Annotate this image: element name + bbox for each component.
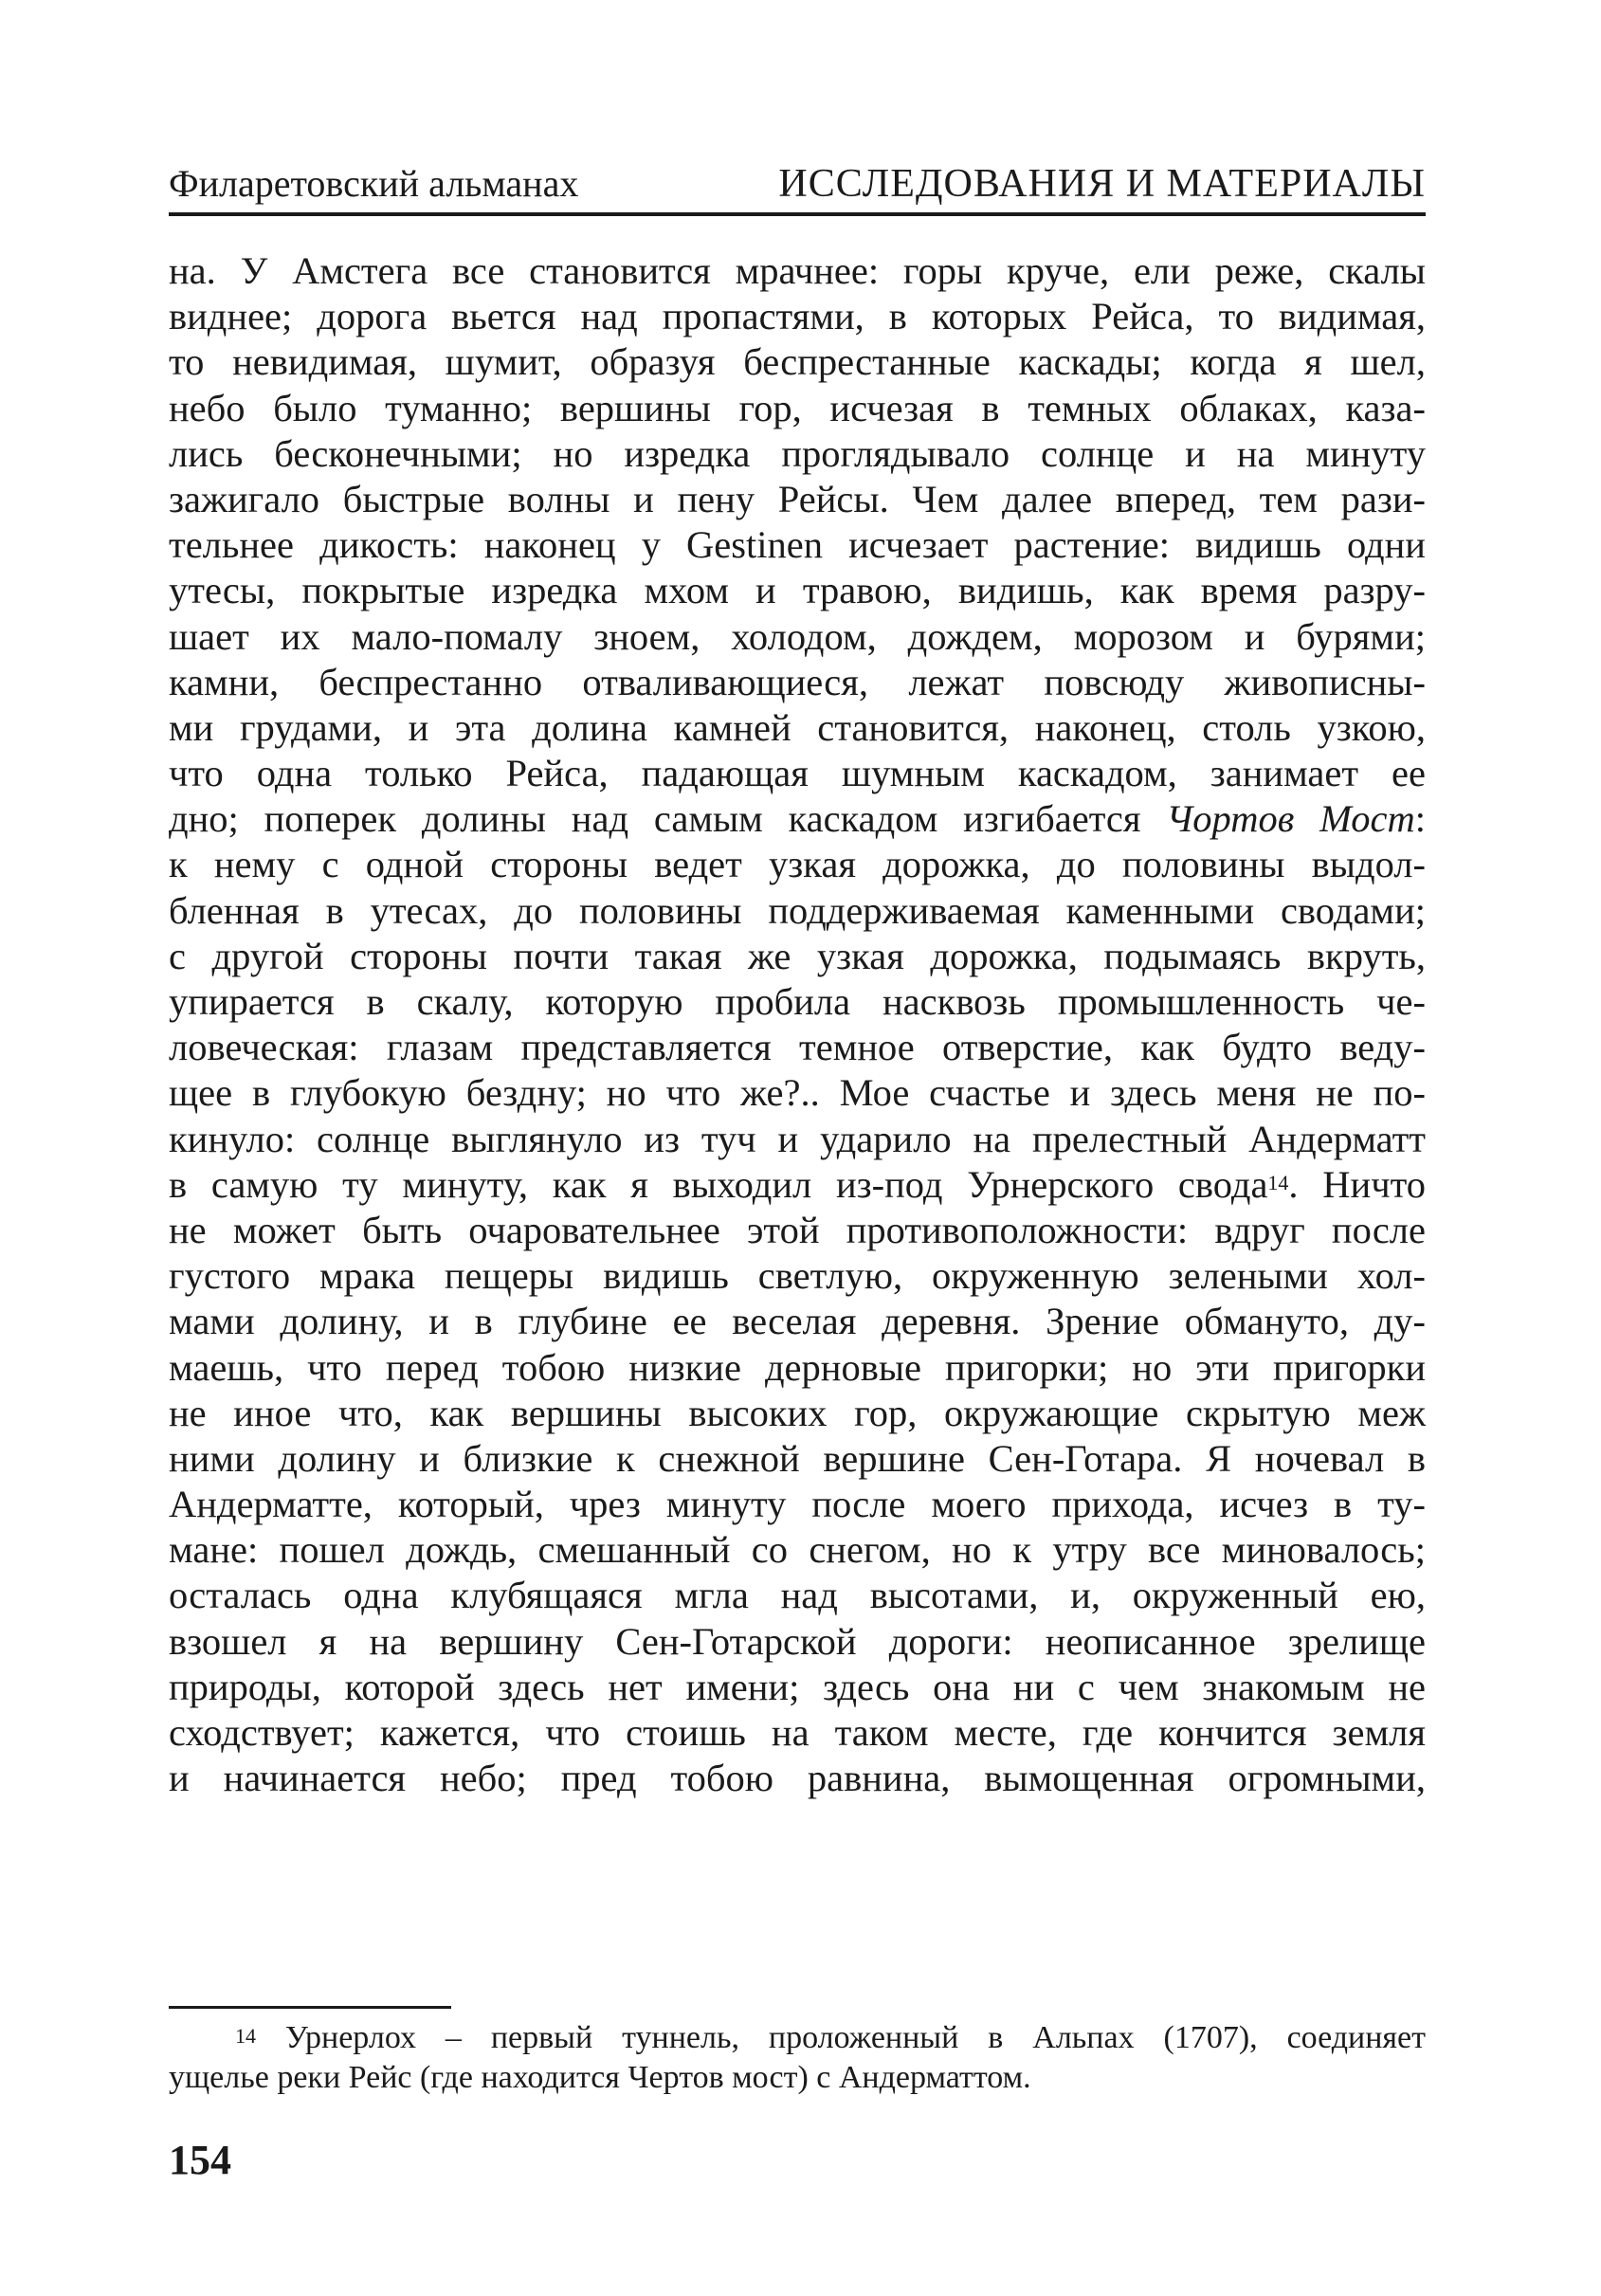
text-line: с другой стороны почти такая же узкая дорожка, подымаясь вкруть, — [169, 934, 1426, 977]
text-line: на. У Амстега все становится мрачнее: горы круче, ели реже, скалы — [169, 249, 1426, 292]
italic-term: Чортов Мост — [1166, 797, 1415, 841]
text-line: небо было туманно; вершины гор, исчезая в темных облаках, каза- — [169, 386, 1426, 429]
text-line: не иное что, как вершины высоких гор, окружающие скрытую меж — [169, 1391, 1426, 1434]
footnote-reference: 14 — [1267, 1170, 1289, 1194]
text-line: тельнее дикость: наконец у Gestinen исчезает растение: видишь одни — [169, 523, 1426, 567]
text-line: кинуло: солнце выглянуло из туч и ударило на прелестный Андерматт — [169, 1117, 1426, 1160]
text-line: природы, которой здесь нет имени; здесь она ни с чем знакомым не — [169, 1665, 1426, 1708]
main-text — [169, 248, 1426, 1801]
text-line: к нему с одной стороны ведет узкая дорожка, до половины выдол- — [169, 843, 1426, 886]
section-title: ИССЛЕДОВАНИЯ И МАТЕРИАЛЫ — [778, 162, 1426, 206]
footnote-line — [169, 2018, 1426, 2058]
text-line: ми грудами, и эта долина камней становится, наконец, столь узкою, — [169, 705, 1426, 749]
text-line: зажигало быстрые волны и пену Рейсы. Чем далее вперед, тем рази- — [169, 477, 1426, 520]
text-line: упирается в скалу, которую пробила насквозь промышленность че- — [169, 980, 1426, 1023]
footnote-line: ущелье реки Рейс (где находится Чертов мост) с Андерматтом. — [169, 2060, 1031, 2095]
text-line: ними долину и близкие к снежной вершине Сен-Готара. Я ночевал в — [169, 1436, 1426, 1480]
text-line: осталась одна клубящаяся мгла над высотами, и, окруженный ею, — [169, 1574, 1426, 1617]
text-fragment: в самую ту минуту, как я выходил из-под Урнерского свода — [169, 1162, 1268, 1206]
text-fragment: . Ничто — [1288, 1162, 1426, 1206]
text-line: мами долину, и в глубине ее веселая деревня. Зрение обмануто, ду- — [169, 1300, 1426, 1343]
footnote-text: Урнерлох – первый туннель, проложенный в Альпах (1707), соединяет — [256, 2020, 1426, 2055]
footnote — [169, 2018, 1426, 2098]
text-line: и начинается небо; пред тобою равнина, вымощенная огромными, — [169, 1757, 1426, 1800]
text-line — [169, 1162, 1426, 1208]
text-line: густого мрака пещеры видишь светлую, окруженную зелеными хол- — [169, 1254, 1426, 1298]
journal-title: Филаретовский альманах — [169, 162, 579, 205]
text-fragment: : — [1414, 797, 1426, 841]
text-line: Андерматте, который, чрез минуту после моего прихода, исчез в ту- — [169, 1483, 1426, 1526]
text-line: лись бесконечными; но изредка проглядывало солнце и на минуту — [169, 431, 1426, 475]
running-header — [169, 152, 1426, 216]
text-line: ловеческая: глазам представляется темное отверстие, как будто веду- — [169, 1026, 1426, 1069]
text-line: виднее; дорога вьется над пропастями, в которых Рейса, то видимая, — [169, 295, 1426, 338]
text-line: бленная в утесах, до половины поддерживаемая каменными сводами; — [169, 888, 1426, 932]
page-number: 154 — [169, 2137, 231, 2183]
text-line: мане: пошел дождь, смешанный со снегом, но к утру все миновалось; — [169, 1528, 1426, 1572]
text-line: сходствует; кажется, что стоишь на таком месте, где кончится земля — [169, 1711, 1426, 1754]
footnote-divider — [169, 2006, 451, 2009]
text-line — [169, 796, 1426, 842]
text-line: взошел я на вершину Сен-Готарской дороги: неописанное зрелище — [169, 1619, 1426, 1663]
footnote-marker: 14 — [235, 2024, 256, 2048]
text-line: шает их мало-помалу зноем, холодом, дождем, морозом и бурями; — [169, 614, 1426, 658]
text-fragment: дно; поперек долины над самым каскадом изгибается — [169, 797, 1167, 841]
text-line: то невидимая, шумит, образуя беспрестанные каскады; когда я шел, — [169, 340, 1426, 384]
text-line: утесы, покрытые изредка мхом и травою, видишь, как время разру- — [169, 569, 1426, 612]
text-line: маешь, что перед тобою низкие дерновые пригорки; но эти пригорки — [169, 1345, 1426, 1389]
text-line: щее в глубокую бездну; но что же?.. Мое счастье и здесь меня не по- — [169, 1071, 1426, 1115]
text-line: не может быть очаровательнее этой противоположности: вдруг после — [169, 1208, 1426, 1251]
text-line: что одна только Рейса, падающая шумным каскадом, занимает ее — [169, 752, 1426, 795]
text-line: камни, беспрестанно отваливающиеся, лежат повсюду живописны- — [169, 660, 1426, 703]
